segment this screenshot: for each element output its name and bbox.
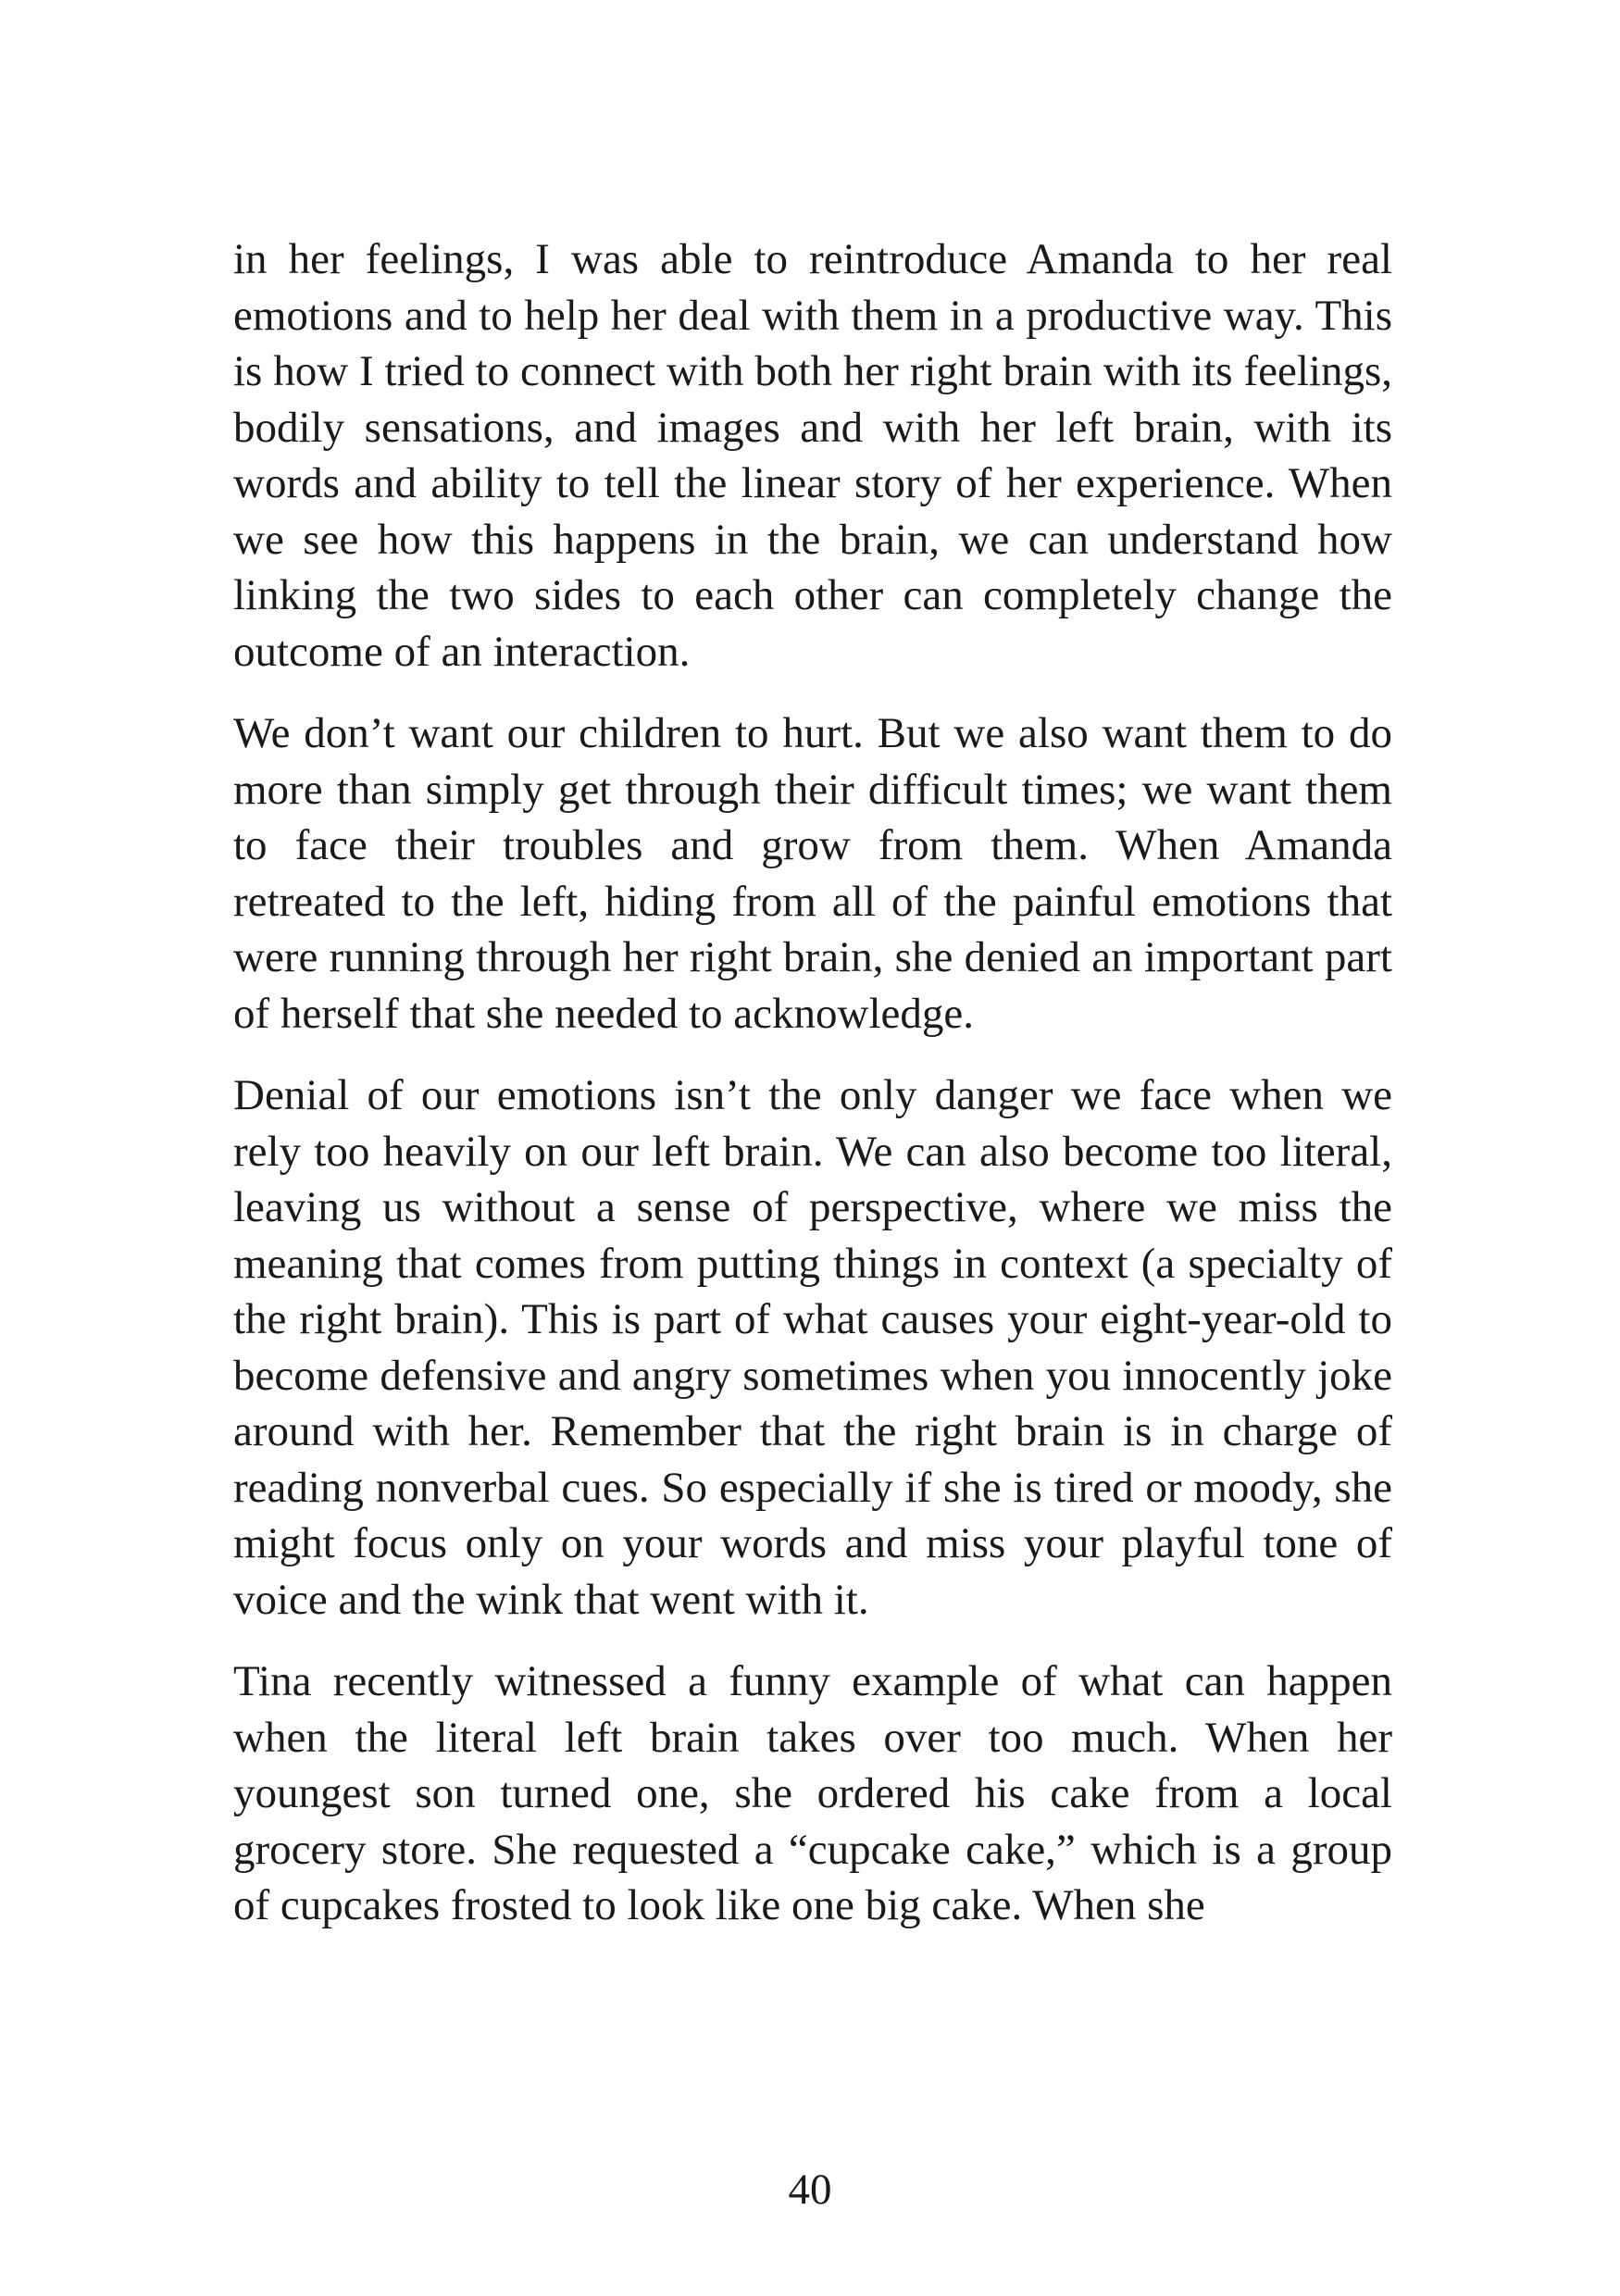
paragraph-2: We don’t want our children to hurt. But we also want them to do more than simply get through their difficult times; we want them to face their troubles and grow from them. When Amanda retreated to the left, hiding from all of the painful emotions that were running through her right brain, she denied an important part of herself that she needed to acknowledge. — [233, 709, 1392, 1038]
paragraph-3: Denial of our emotions isn’t the only danger we face when we rely too heavily on our left brain. We can also become too literal, leaving us without a sense of perspective, where we miss the meaning that comes from putting things in context (a specialty of the right brain). This is part of what causes your eight-year-old to become defensive and angry sometimes when you innocently joke around with her. Remember that the right brain is in charge of reading nonverbal cues. So especially if she is tired or moody, she might focus only on your words and miss your playful tone of voice and the wink that went with it. — [233, 1071, 1392, 1624]
body-text — [233, 231, 1392, 1960]
paragraph-1: in her feelings, I was able to reintroduce Amanda to her real emotions and to help her deal with them in a productive way. This is how I tried to connect with both her right brain with its feelings, bodily sensations, and images and with her left brain, with its words and ability to tell the linear story of her experience. When we see how this happens in the brain, we can understand how linking the two sides to each other can completely change the outcome of an interaction. — [233, 235, 1392, 676]
paragraph-4: Tina recently witnessed a funny example of what can happen when the literal left brain takes over too much. When her youngest son turned one, she ordered his cake from a local grocery store. She requested a “cupcake cake,” which is a group of cupcakes frosted to look like one big cake. When she — [233, 1657, 1392, 1929]
page-number: 40 — [788, 2165, 832, 2214]
